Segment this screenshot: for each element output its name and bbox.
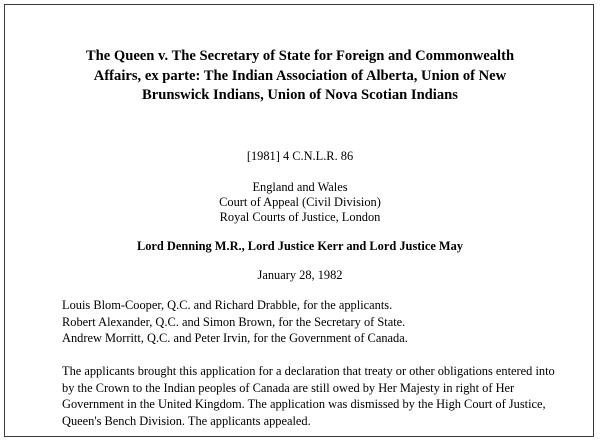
case-title: The Queen v. The Secretary of State for Foreign and Commonwealth Affairs, ex parte: The Indian Association of Alberta, Union of New Brunswick Indians, Union of Nova Scotian Indians [85, 48, 515, 103]
counsel-line: Andrew Morritt, Q.C. and Peter Irvin, for the Government of Canada. [62, 331, 408, 346]
summary-line: The applicants brought this application for a declaration that treaty or other obligations entered into [62, 364, 555, 378]
counsel-line: Robert Alexander, Q.C. and Simon Brown, for the Secretary of State. [62, 314, 406, 329]
summary-line: by the Crown to the Indian peoples of Canada are still owed by Her Majesty in right of Her [62, 380, 515, 395]
summary-line: Government in the United Kingdom. The application was dismissed by the High Court of Justice, [62, 397, 546, 412]
counsel-line: Louis Blom-Cooper, Q.C. and Richard Drabble, for the applicants. [62, 298, 393, 312]
judgment-date: January 28, 1982 [257, 268, 343, 282]
counsel-list [62, 297, 562, 347]
court-location: Royal Courts of Justice, London [219, 210, 381, 224]
document-frame [4, 4, 594, 437]
case-summary [62, 363, 562, 429]
summary-line: Queen's Bench Division. The applicants appealed. [62, 413, 311, 428]
court-name: Court of Appeal (Civil Division) [219, 195, 381, 209]
case-citation: [1981] 4 C.N.L.R. 86 [246, 149, 354, 163]
jurisdiction: England and Wales [252, 180, 348, 194]
judges: Lord Denning M.R., Lord Justice Kerr and Lord Justice May [136, 239, 464, 253]
